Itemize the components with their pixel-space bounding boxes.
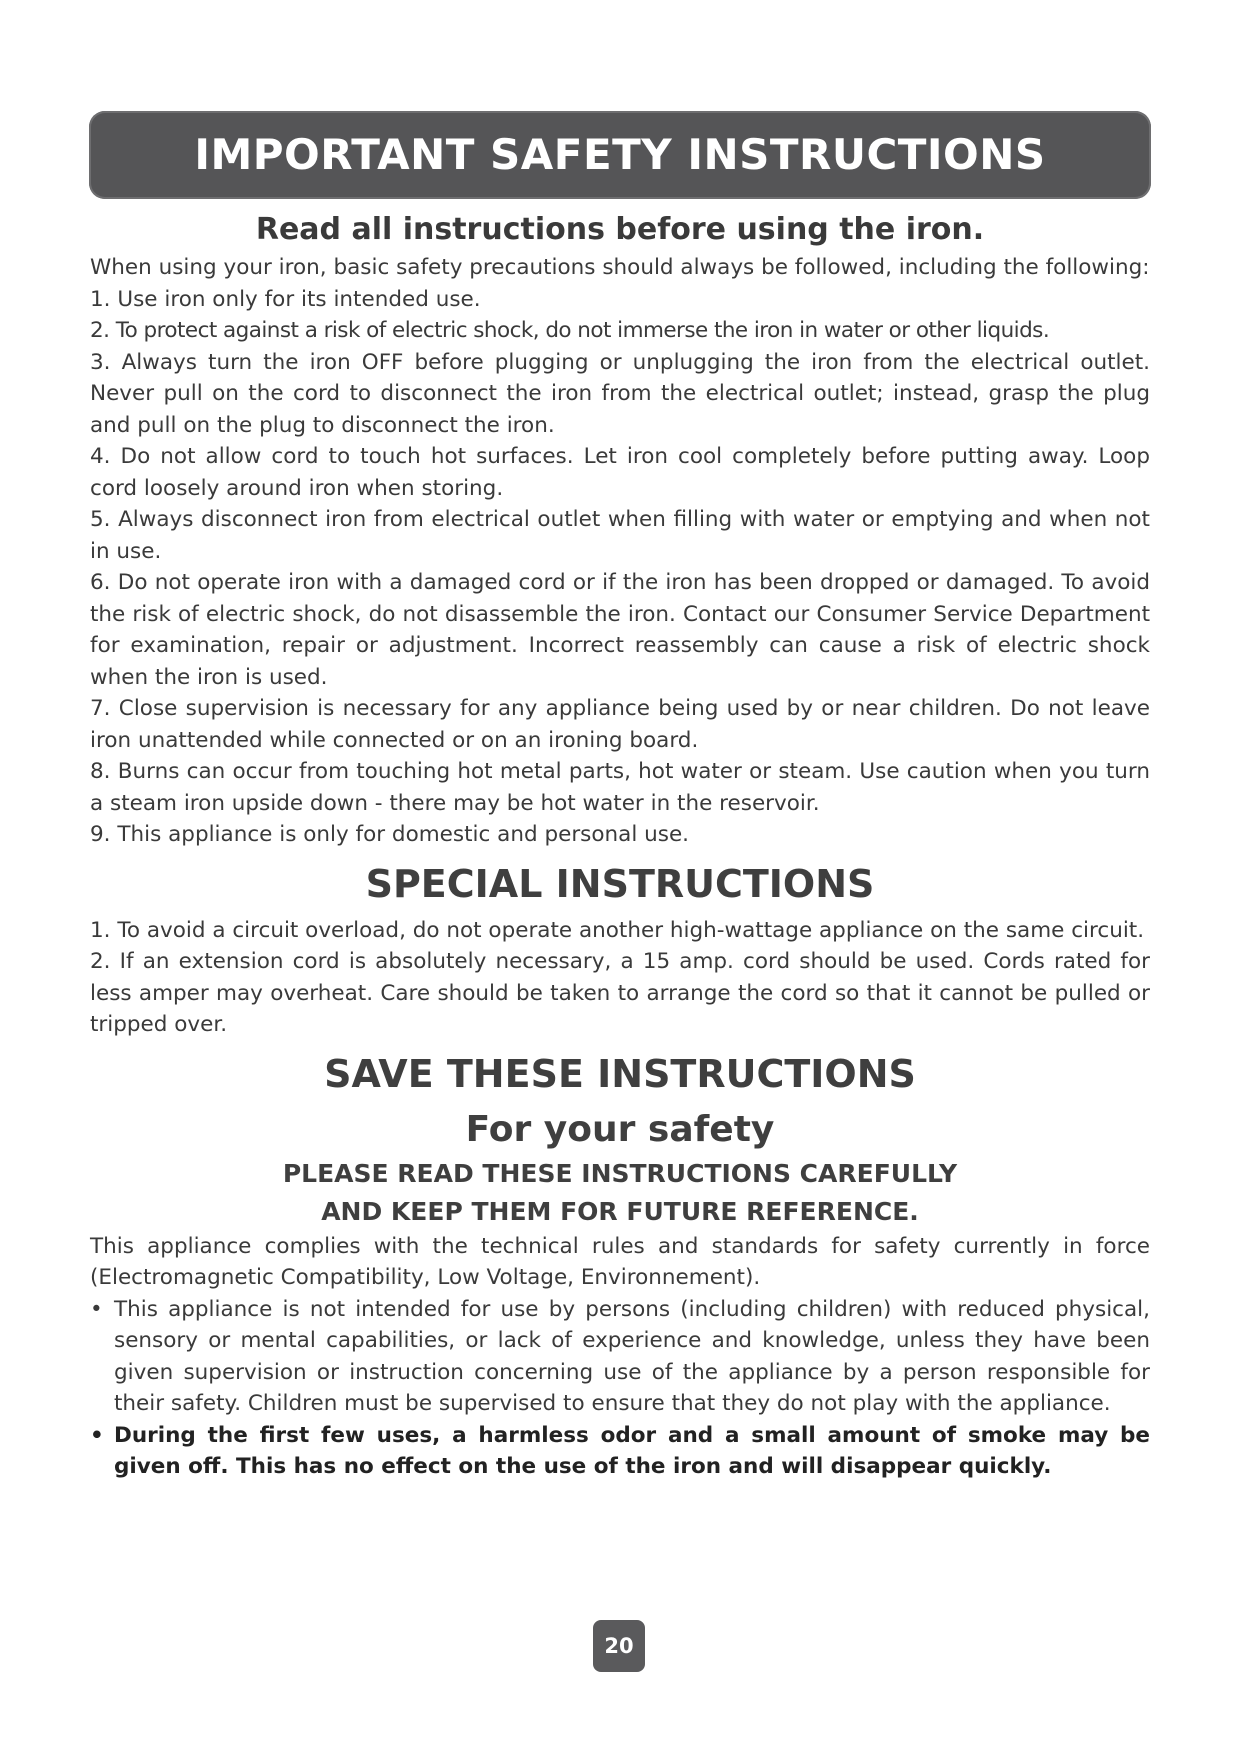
special-item-1: 1. To avoid a circuit overload, do not operate another high-wattage appliance on the same circuit. — [90, 917, 1145, 943]
notice-line-2: AND KEEP THEM FOR FUTURE REFERENCE. — [321, 1196, 919, 1226]
safety-item-8: 8. Burns can occur from touching hot metal parts, hot water or steam. Use caution when you turn a steam iron upside down - there may be hot water in the reservoir. — [90, 759, 1150, 816]
safety-item-3: 3. Always turn the iron OFF before plugging or unplugging the iron from the electrical outlet. Never pull on the cord to disconnect the iron from the electrical outlet; instead, grasp the plug and pull on the plug to disconnect the iron. — [90, 349, 1150, 438]
safety-item-5: 5. Always disconnect iron from electrical outlet when filling with water or emptying and when not in use. — [90, 507, 1150, 564]
save-instructions-heading: SAVE THESE INSTRUCTIONS — [324, 1051, 916, 1096]
safety-item-2: 2. To protect against a risk of electric shock, do not immerse the iron in water or other liquids. — [90, 318, 1050, 343]
safety-item-7: 7. Close supervision is necessary for any appliance being used by or near children. Do not leave iron unattended while connected or on an ironing board. — [90, 696, 1150, 753]
page-title: IMPORTANT SAFETY INSTRUCTIONS — [194, 130, 1046, 179]
bullet-icon: • — [90, 1422, 104, 1448]
intro-subtitle: Read all instructions before using the iron. — [255, 212, 985, 247]
bullet-item-2 — [90, 1420, 1150, 1483]
safety-item-1: 1. Use iron only for its intended use. — [90, 286, 481, 312]
bullet-item-1 — [90, 1294, 1150, 1420]
bullet-text-1: This appliance is not intended for use by persons (including children) with reduced physical, sensory or mental capabilities, or lack of experience and knowledge, unless they have been given supervision or instruction concerning use of the appliance by a person responsible for their safety. Children must be supervised to ensure that they do not play with the appliance. — [114, 1296, 1150, 1416]
bullet-text-2: During the first few uses, a harmless odor and a small amount of smoke may be given off. This has no effect on the use of the iron and will disappear quickly. — [114, 1422, 1150, 1479]
safety-list — [90, 284, 1150, 851]
compliance-text: This appliance complies with the technical rules and standards for safety currently in force (Electromagnetic Compatibility, Low Voltage, Environnement). — [90, 1233, 1150, 1290]
notice-line-1: PLEASE READ THESE INSTRUCTIONS CAREFULLY — [282, 1158, 958, 1188]
main-content — [90, 208, 1150, 1483]
safety-item-6: 6. Do not operate iron with a damaged cord or if the iron has been dropped or damaged. To avoid the risk of electric shock, do not disassemble the iron. Contact our Consumer Service Department for examination, repair or adjustment. Incorrect reassembly can cause a risk of electric shock when the iron is used. — [90, 570, 1150, 690]
page-number: 20 — [604, 1634, 634, 1658]
safety-item-9: 9. This appliance is only for domestic and personal use. — [90, 822, 690, 847]
safety-subheading: For your safety — [465, 1108, 775, 1150]
special-instructions-heading: SPECIAL INSTRUCTIONS — [365, 861, 875, 906]
safety-item-4: 4. Do not allow cord to touch hot surfaces. Let iron cool completely before putting away. Loop cord loosely around iron when storing. — [90, 444, 1150, 501]
bullet-icon: • — [90, 1296, 103, 1322]
page-number-badge — [593, 1620, 645, 1672]
intro-text: When using your iron, basic safety precautions should always be followed, including the following: — [90, 255, 1150, 280]
page-title-banner — [89, 111, 1151, 199]
special-item-2: 2. If an extension cord is absolutely necessary, a 15 amp. cord should be used. Cords rated for less amper may overheat. Care should be taken to arrange the cord so that it cannot be pulled or tripped over. — [90, 949, 1150, 1037]
